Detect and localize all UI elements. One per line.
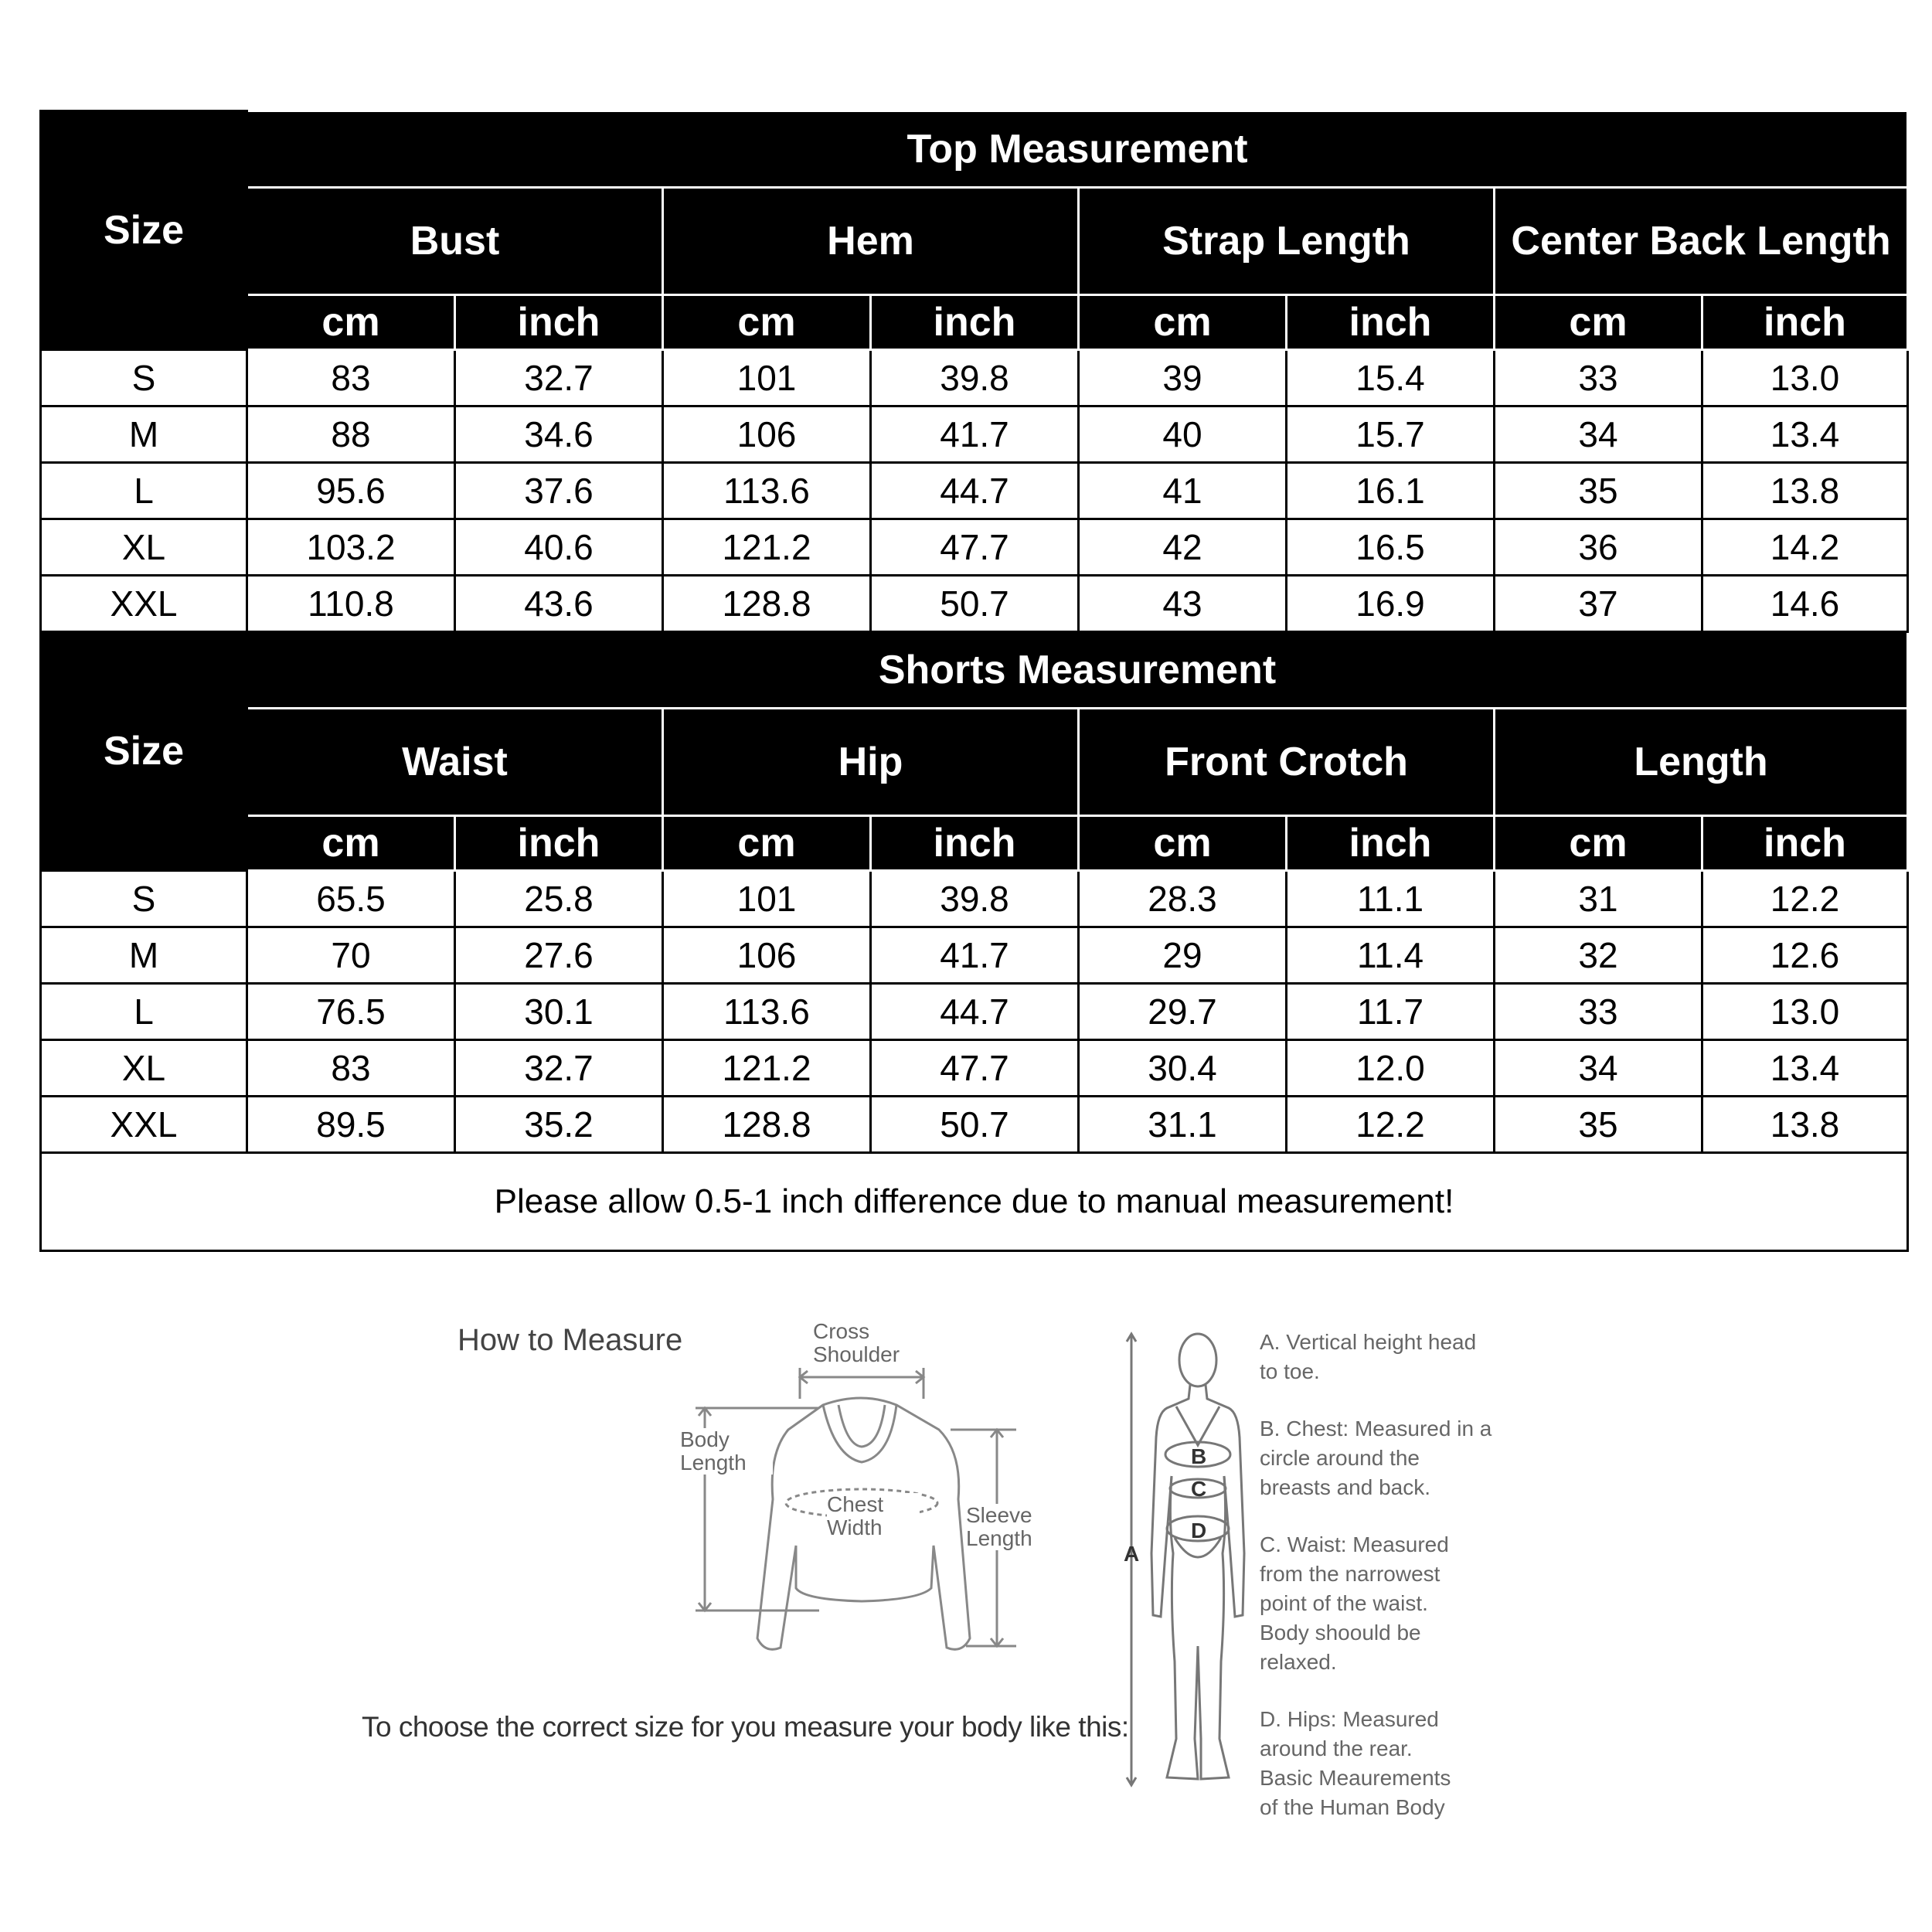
value-cell: 121.2 [663, 519, 871, 576]
size-cell: S [41, 350, 247, 406]
value-cell: 27.6 [455, 927, 663, 984]
value-cell: 43 [1079, 576, 1287, 632]
measure-group-header: Center Back Length [1495, 188, 1908, 295]
value-cell: 113.6 [663, 984, 871, 1040]
value-cell: 32 [1495, 927, 1702, 984]
table-row [41, 463, 1908, 519]
chest-width-label: Chest Width [827, 1493, 920, 1539]
unit-header: inch [1702, 295, 1908, 350]
value-cell: 121.2 [663, 1040, 871, 1097]
size-cell: XXL [41, 576, 247, 632]
measure-group-header: Hip [663, 709, 1079, 816]
body-length-label: Body Length [680, 1428, 773, 1475]
value-cell: 33 [1495, 984, 1702, 1040]
table-row [41, 519, 1908, 576]
size-cell: M [41, 927, 247, 984]
value-cell: 44.7 [871, 984, 1079, 1040]
legend-item-a: A. Vertical height head to toe. [1260, 1330, 1477, 1383]
value-cell: 36 [1495, 519, 1702, 576]
table-row [41, 406, 1908, 463]
measurement-note: Please allow 0.5-1 inch difference due to manual measurement! [41, 1153, 1908, 1251]
table-row [41, 871, 1908, 927]
size-cell: M [41, 406, 247, 463]
value-cell: 83 [247, 350, 455, 406]
section-title: Shorts Measurement [247, 632, 1908, 709]
marker-d: D [1191, 1519, 1207, 1543]
unit-header: cm [1079, 816, 1287, 871]
sleeve-length-label: Sleeve Length [966, 1504, 1066, 1550]
value-cell: 50.7 [871, 576, 1079, 632]
marker-a: A [1124, 1542, 1140, 1566]
size-cell: XXL [41, 1097, 247, 1153]
value-cell: 12.2 [1287, 1097, 1495, 1153]
legend-item-d: D. Hips: Measured around the rear. Basic Meaurements of the Human Body [1260, 1707, 1451, 1819]
sweater-diagram [665, 1314, 1066, 1669]
value-cell: 39.8 [871, 871, 1079, 927]
cross-shoulder-label: Cross Shoulder [813, 1319, 900, 1366]
top-measurement-section [41, 111, 1908, 632]
value-cell: 37.6 [455, 463, 663, 519]
value-cell: 40 [1079, 406, 1287, 463]
value-cell: 13.0 [1702, 350, 1908, 406]
value-cell: 16.9 [1287, 576, 1495, 632]
unit-header: inch [871, 295, 1079, 350]
value-cell: 113.6 [663, 463, 871, 519]
marker-c: C [1191, 1477, 1207, 1501]
value-cell: 12.0 [1287, 1040, 1495, 1097]
value-cell: 33 [1495, 350, 1702, 406]
unit-header: inch [871, 816, 1079, 871]
size-cell: L [41, 463, 247, 519]
legend-item-c: C. Waist: Measured from the narrowest point of the waist. Body shoould be relaxed. [1260, 1532, 1449, 1674]
measure-group-header: Hem [663, 188, 1079, 295]
unit-header: cm [663, 295, 871, 350]
value-cell: 41 [1079, 463, 1287, 519]
measure-group-header: Waist [247, 709, 663, 816]
value-cell: 103.2 [247, 519, 455, 576]
unit-header: inch [1287, 816, 1495, 871]
value-cell: 29.7 [1079, 984, 1287, 1040]
value-cell: 35.2 [455, 1097, 663, 1153]
value-cell: 30.1 [455, 984, 663, 1040]
value-cell: 34 [1495, 1040, 1702, 1097]
size-cell: S [41, 871, 247, 927]
value-cell: 31 [1495, 871, 1702, 927]
value-cell: 95.6 [247, 463, 455, 519]
value-cell: 106 [663, 927, 871, 984]
table-row [41, 576, 1908, 632]
value-cell: 32.7 [455, 350, 663, 406]
unit-header: inch [455, 295, 663, 350]
measure-group-header: Strap Length [1079, 188, 1495, 295]
value-cell: 32.7 [455, 1040, 663, 1097]
value-cell: 16.1 [1287, 463, 1495, 519]
value-cell: 30.4 [1079, 1040, 1287, 1097]
unit-header: cm [247, 295, 455, 350]
value-cell: 42 [1079, 519, 1287, 576]
value-cell: 15.7 [1287, 406, 1495, 463]
value-cell: 11.4 [1287, 927, 1495, 984]
table-row [41, 350, 1908, 406]
unit-header: cm [1495, 816, 1702, 871]
measure-group-header: Front Crotch [1079, 709, 1495, 816]
unit-header: inch [1287, 295, 1495, 350]
value-cell: 101 [663, 350, 871, 406]
measure-group-header: Length [1495, 709, 1908, 816]
size-header: Size [41, 111, 247, 350]
value-cell: 101 [663, 871, 871, 927]
table-row [41, 1097, 1908, 1153]
choose-size-instruction: To choose the correct size for you measure your body like this: [362, 1711, 1129, 1743]
size-cell: L [41, 984, 247, 1040]
size-chart-table [39, 110, 1909, 1252]
table-row [41, 984, 1908, 1040]
unit-header: inch [1702, 816, 1908, 871]
value-cell: 13.8 [1702, 1097, 1908, 1153]
value-cell: 14.2 [1702, 519, 1908, 576]
value-cell: 106 [663, 406, 871, 463]
value-cell: 37 [1495, 576, 1702, 632]
legend-item-b: B. Chest: Measured in a circle around the breasts and back. [1260, 1417, 1492, 1499]
value-cell: 39.8 [871, 350, 1079, 406]
table-row [41, 1040, 1908, 1097]
value-cell: 35 [1495, 1097, 1702, 1153]
value-cell: 13.4 [1702, 1040, 1908, 1097]
unit-header: cm [1495, 295, 1702, 350]
value-cell: 50.7 [871, 1097, 1079, 1153]
value-cell: 128.8 [663, 576, 871, 632]
note-section [41, 1153, 1908, 1251]
unit-header: cm [247, 816, 455, 871]
value-cell: 31.1 [1079, 1097, 1287, 1153]
value-cell: 11.7 [1287, 984, 1495, 1040]
value-cell: 40.6 [455, 519, 663, 576]
value-cell: 110.8 [247, 576, 455, 632]
marker-b: B [1191, 1444, 1207, 1468]
value-cell: 43.6 [455, 576, 663, 632]
value-cell: 25.8 [455, 871, 663, 927]
value-cell: 47.7 [871, 519, 1079, 576]
value-cell: 13.4 [1702, 406, 1908, 463]
value-cell: 47.7 [871, 1040, 1079, 1097]
value-cell: 76.5 [247, 984, 455, 1040]
value-cell: 12.2 [1702, 871, 1908, 927]
value-cell: 88 [247, 406, 455, 463]
unit-header: cm [1079, 295, 1287, 350]
value-cell: 70 [247, 927, 455, 984]
value-cell: 14.6 [1702, 576, 1908, 632]
value-cell: 16.5 [1287, 519, 1495, 576]
value-cell: 128.8 [663, 1097, 871, 1153]
value-cell: 29 [1079, 927, 1287, 984]
value-cell: 35 [1495, 463, 1702, 519]
size-cell: XL [41, 1040, 247, 1097]
value-cell: 41.7 [871, 406, 1079, 463]
table-row [41, 927, 1908, 984]
value-cell: 12.6 [1702, 927, 1908, 984]
section-title: Top Measurement [247, 111, 1908, 188]
value-cell: 13.8 [1702, 463, 1908, 519]
value-cell: 65.5 [247, 871, 455, 927]
body-figure-diagram [1121, 1321, 1260, 1808]
value-cell: 44.7 [871, 463, 1079, 519]
value-cell: 34.6 [455, 406, 663, 463]
value-cell: 11.1 [1287, 871, 1495, 927]
value-cell: 89.5 [247, 1097, 455, 1153]
measurement-legend [1260, 1328, 1515, 1822]
value-cell: 39 [1079, 350, 1287, 406]
value-cell: 34 [1495, 406, 1702, 463]
value-cell: 83 [247, 1040, 455, 1097]
value-cell: 15.4 [1287, 350, 1495, 406]
measure-group-header: Bust [247, 188, 663, 295]
how-to-measure-title: How to Measure [457, 1323, 683, 1357]
unit-header: inch [455, 816, 663, 871]
value-cell: 28.3 [1079, 871, 1287, 927]
unit-header: cm [663, 816, 871, 871]
value-cell: 13.0 [1702, 984, 1908, 1040]
shorts-measurement-section [41, 632, 1908, 1153]
size-header: Size [41, 632, 247, 871]
size-cell: XL [41, 519, 247, 576]
value-cell: 41.7 [871, 927, 1079, 984]
